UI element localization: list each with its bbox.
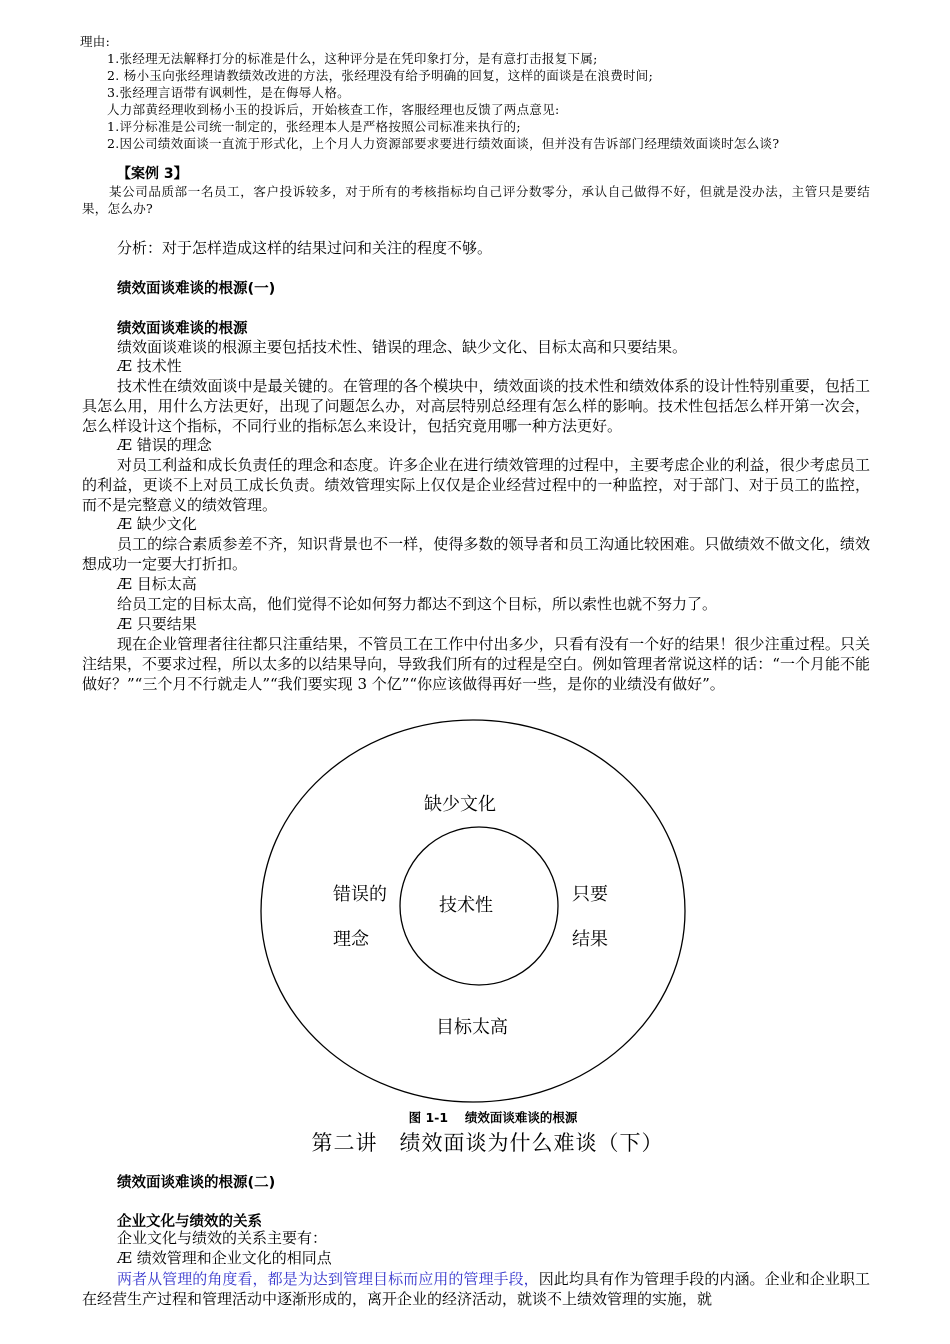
lecture-title: 第二讲 绩效面谈为什么难谈（下） (311, 1131, 664, 1155)
case3-text: 某公司品质部一名员工，客户投诉较多，对于所有的考核指标均自己评分数零分，承认自己做得不好，但就是没办法，主管只是要结果，怎么办? (82, 184, 870, 216)
para-common-points (82, 1269, 870, 1309)
case3-analysis: 分析：对于怎样造成这样的结果过问和关注的程度不够。 (117, 239, 493, 257)
reason-2: 2. 杨小玉向张经理请教绩效改进的方法，张经理没有给予明确的回复，这样的面谈是在浪费时间; (107, 68, 654, 83)
label-wrong-2: 理念 (333, 929, 369, 950)
figure-caption: 图 1-1 绩效面谈难谈的根源 (408, 1110, 578, 1125)
section1-subheading: 绩效面谈难谈的根源 (117, 321, 248, 337)
label-wrong-1: 错误的 (333, 884, 387, 905)
bullet-wrong-concept: Æ 错误的理念 (117, 436, 212, 454)
bullet-technical: Æ 技术性 (117, 357, 182, 375)
para-technical: 技术性在绩效面谈中是最关键的。在管理的各个模块中，绩效面谈的技术性和绩效体系的设计性特别重要，包括工具怎么用，用什么方法更好，出现了问题怎么办，对高层特别总经理有怎么样的影响。技术性包括怎么样开第一次会，怎么样设计这个指标，不同行业的指标怎么来设计，包括究竟用哪一种方法更好。 (82, 377, 870, 435)
bullet-only-results: Æ 只要结果 (117, 615, 197, 633)
section1-intro: 绩效面谈难谈的根源主要包括技术性、错误的理念、缺少文化、目标太高和只要结果。 (117, 338, 688, 356)
para-only-results: 现在企业管理者往往都只注重结果，不管员工在工作中付出多少，只看有没有一个好的结果！很少注重过程。只关注结果，不要求过程，所以太多的以结果导向，导致我们所有的过程是空白。例如管理者常说这样的话：“一个月能不能做好？”“三个月不行就走人”“我们要实现 3 个亿”“你应该做得再好一些，是你的业绩没有做好”。 (82, 635, 870, 693)
section2-subheading: 企业文化与绩效的关系 (117, 1214, 262, 1230)
reason-1: 1.张经理无法解释打分的标准是什么，这种评分是在凭印象打分，是有意打击报复下属; (107, 51, 598, 66)
label-technical: 技术性 (439, 895, 493, 916)
bullet-high-goal: Æ 目标太高 (117, 575, 197, 593)
para-common-rest: 因此均具有作为管理手段的内涵。企业和企业职工在经营生产过程和管理活动中逐渐形成的，离开企业的经济活动，就谈不上绩效管理的实施，就 (82, 1270, 870, 1308)
feedback-2: 2.因公司绩效面谈一直流于形式化，上个月人力资源部要求要进行绩效面谈，但并没有告诉部门经理绩效面谈时怎么谈? (107, 136, 780, 151)
reasons-heading: 理由: (80, 34, 111, 49)
feedback-1: 1.评分标准是公司统一制定的，张经理本人是严格按照公司标准来执行的; (107, 119, 521, 134)
para-high-goal: 给员工定的目标太高，他们觉得不论如何努力都达不到这个目标，所以索性也就不努力了。 (117, 595, 718, 613)
case3-title: 【案例 3】 (117, 166, 188, 182)
label-only-results-2: 结果 (572, 929, 608, 950)
para-wrong-concept: 对员工利益和成长负责任的理念和态度。许多企业在进行绩效管理的过程中，主要考虑企业的利益，很少考虑员工的利益，更谈不上对员工成长负责。绩效管理实际上仅仅是企业经营过程中的一种监控，对于部门、对于员工的监控，而不是完整意义的绩效管理。 (82, 456, 870, 514)
section2-heading: 绩效面谈难谈的根源(二) (117, 1175, 276, 1191)
hr-feedback-intro: 人力部黄经理收到杨小玉的投诉后，开始核查工作，客服经理也反馈了两点意见: (107, 102, 560, 117)
section1-heading: 绩效面谈难谈的根源(一) (117, 281, 276, 297)
bullet-lack-culture: Æ 缺少文化 (117, 515, 197, 533)
section2-intro: 企业文化与绩效的关系主要有： (117, 1229, 328, 1247)
label-lack-culture: 缺少文化 (424, 794, 496, 815)
para-lack-culture: 员工的综合素质参差不齐，知识背景也不一样，使得多数的领导者和员工沟通比较困难。只做绩效不做文化，绩效想成功一定要大打折扣。 (82, 535, 870, 573)
highlighted-text: 两者从管理的角度看，都是为达到管理目标而应用的管理手段， (117, 1270, 539, 1288)
bullet-common-points: Æ 绩效管理和企业文化的相同点 (117, 1249, 332, 1267)
reason-3: 3.张经理言语带有讽刺性，是在侮辱人格。 (107, 85, 350, 100)
label-only-results-1: 只要 (572, 884, 608, 905)
label-high-goal: 目标太高 (436, 1017, 508, 1038)
